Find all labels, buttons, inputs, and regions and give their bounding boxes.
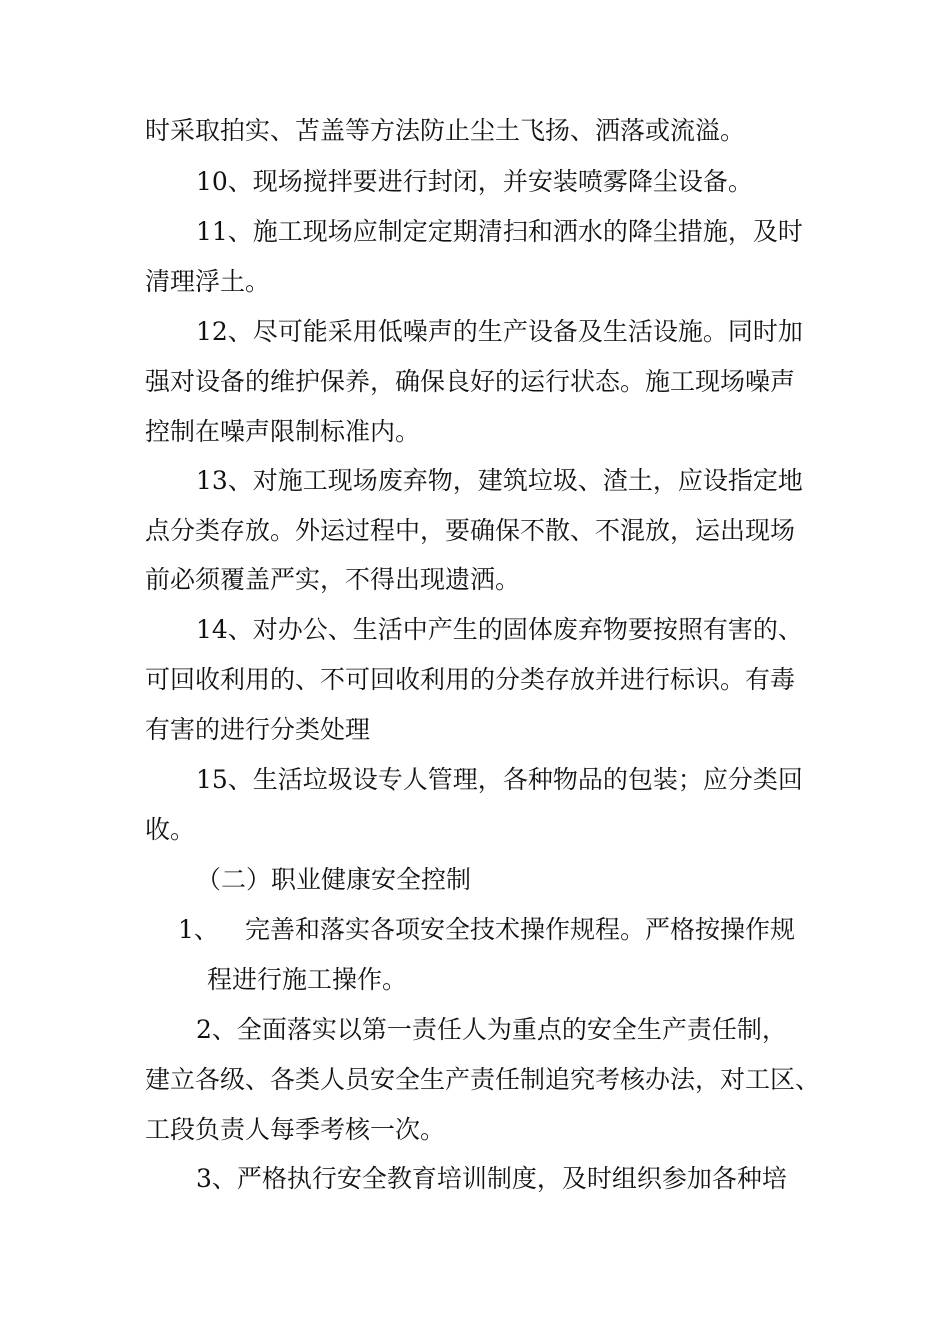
text-line: 时采取拍实、苫盖等方法防止尘土飞扬、洒落或流溢。	[145, 116, 746, 145]
text-line: 14、对办公、生活中产生的固体废弃物要按照有害的、	[196, 615, 803, 644]
text-line: 2、全面落实以第一责任人为重点的安全生产责任制，	[196, 1015, 787, 1044]
text-line: 程进行施工操作。	[207, 965, 408, 994]
text-line: 11、施工现场应制定定期清扫和洒水的降尘措施，及时	[196, 217, 803, 246]
text-line: 前必须覆盖严实，不得出现遗洒。	[145, 565, 521, 594]
list-item-number: 1、	[178, 915, 219, 944]
text-line: 有害的进行分类处理	[145, 715, 371, 744]
text-line: 15、生活垃圾设专人管理，各种物品的包装；应分类回	[196, 765, 803, 794]
text-line: 点分类存放。外运过程中，要确保不散、不混放，运出现场	[145, 516, 796, 545]
text-line: 工段负责人每季考核一次。	[145, 1115, 446, 1144]
text-line: 收。	[145, 815, 196, 844]
text-line: 建立各级、各类人员安全生产责任制追究考核办法，对工区、	[145, 1065, 821, 1094]
text-line: 10、现场搅拌要进行封闭，并安装喷雾降尘设备。	[196, 167, 753, 196]
section-heading: （二）职业健康安全控制	[196, 865, 472, 894]
text-line: 13、对施工现场废弃物，建筑垃圾、渣土，应设指定地	[196, 466, 803, 495]
text-line: 可回收利用的、不可回收利用的分类存放并进行标识。有毒	[145, 665, 796, 694]
text-line: 强对设备的维护保养，确保良好的运行状态。施工现场噪声	[145, 367, 796, 396]
text-line: 控制在噪声限制标准内。	[145, 417, 421, 446]
text-line: 3、严格执行安全教育培训制度，及时组织参加各种培	[196, 1164, 787, 1193]
text-line: 完善和落实各项安全技术操作规程。严格按操作规	[245, 915, 796, 944]
text-line: 清理浮土。	[145, 267, 271, 296]
text-line: 12、尽可能采用低噪声的生产设备及生活设施。同时加	[196, 317, 803, 346]
